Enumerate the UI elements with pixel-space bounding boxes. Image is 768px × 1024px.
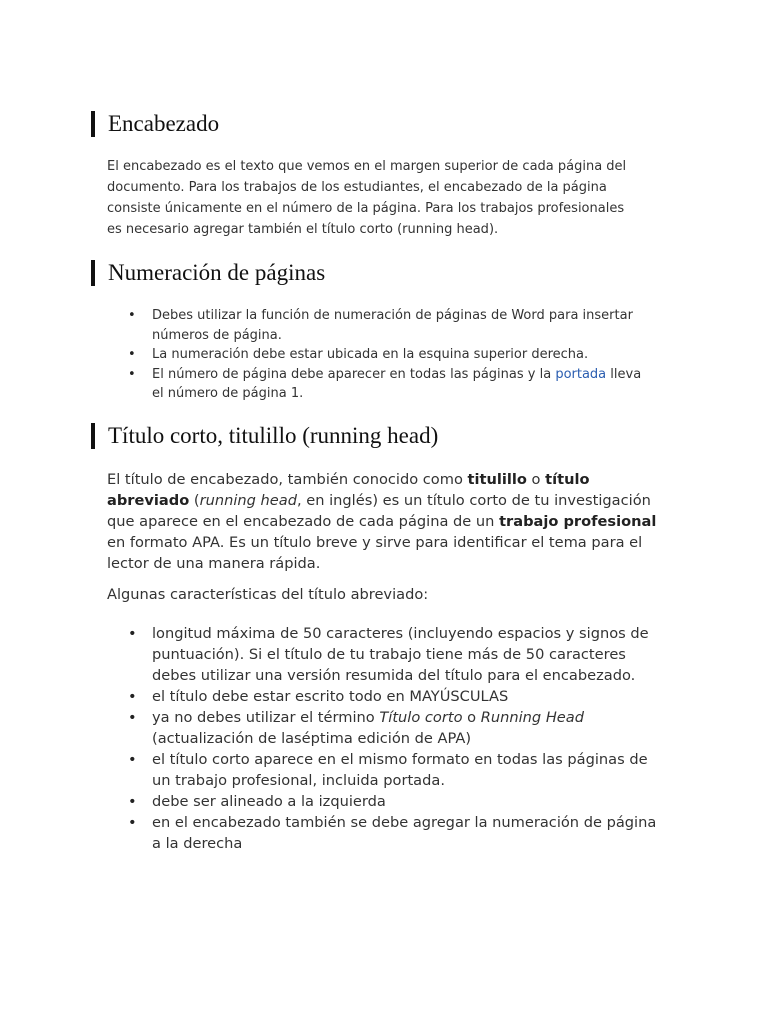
- section-heading: Título corto, titulillo (running head): [91, 423, 671, 449]
- section-paragraph: [107, 469, 667, 574]
- bold-term: título abreviado: [107, 471, 590, 509]
- list-item: • Debes utilizar la función de numeración de páginas de Word para insertar números de página.: [91, 306, 642, 345]
- list-item: • La numeración debe estar ubicada en la esquina superior derecha.: [91, 345, 642, 365]
- paragraph-text: El título de encabezado, también conocido como: [107, 471, 468, 488]
- italic-term: running head: [199, 492, 297, 509]
- list-item: • longitud máxima de 50 caracteres (incluyendo espacios y signos de puntuación). Si el título de tu trabajo tiene más de 50 caracteres debes utilizar una versión resumida del título para el encabezado.: [91, 623, 662, 686]
- bold-term: trabajo profesional: [499, 513, 657, 530]
- section-heading: Encabezado: [91, 111, 671, 137]
- paragraph-text: en formato APA. Es un título breve y sirve para identificar el tema para el lector de una manera rápida.: [107, 534, 643, 572]
- section-titulo-corto: [91, 423, 671, 854]
- italic-term: Running Head: [480, 709, 584, 726]
- bullet-list: [91, 306, 671, 404]
- italic-term: Título corto: [379, 709, 463, 726]
- section-heading: Numeración de páginas: [91, 260, 671, 286]
- list-item-text: o: [462, 709, 481, 726]
- list-item-text: (actualización de laséptima edición de APA): [152, 730, 472, 747]
- paragraph-text: o: [526, 471, 546, 488]
- list-item: • en el encabezado también se debe agregar la numeración de página a la derecha: [91, 812, 662, 854]
- section-encabezado: [91, 111, 671, 240]
- list-item-text: lleva el número de página 1.: [152, 366, 642, 401]
- portada-link[interactable]: portada: [555, 366, 607, 382]
- list-item: • el título debe estar escrito todo en MAYÚSCULAS: [91, 686, 662, 707]
- section-paragraph: El encabezado es el texto que vemos en el margen superior de cada página del documento. Para los trabajos de los estudiantes, el encabezado de la página consiste únicamente en el número de la página. Para los trabajos profesionales es necesario agregar también el título corto (running head).: [107, 159, 627, 237]
- bullet-list: [91, 623, 671, 854]
- list-item-text: El número de página debe aparecer en todas las páginas y la: [152, 366, 556, 382]
- paragraph-text: , en inglés) es un título corto de tu investigación que aparece en el encabezado de cada página de un: [107, 492, 651, 530]
- list-item: • debe ser alineado a la izquierda: [91, 791, 662, 812]
- list-item: • el título corto aparece en el mismo formato en todas las páginas de un trabajo profesional, incluida portada.: [91, 749, 662, 791]
- list-lead: Algunas características del título abreviado:: [107, 586, 429, 603]
- list-item: [91, 707, 662, 749]
- bold-term: titulillo: [467, 471, 527, 488]
- section-numeracion: [91, 260, 671, 404]
- list-item-text: ya no debes utilizar el término: [152, 709, 380, 726]
- paragraph-text: (: [189, 492, 200, 509]
- list-item: [91, 365, 642, 404]
